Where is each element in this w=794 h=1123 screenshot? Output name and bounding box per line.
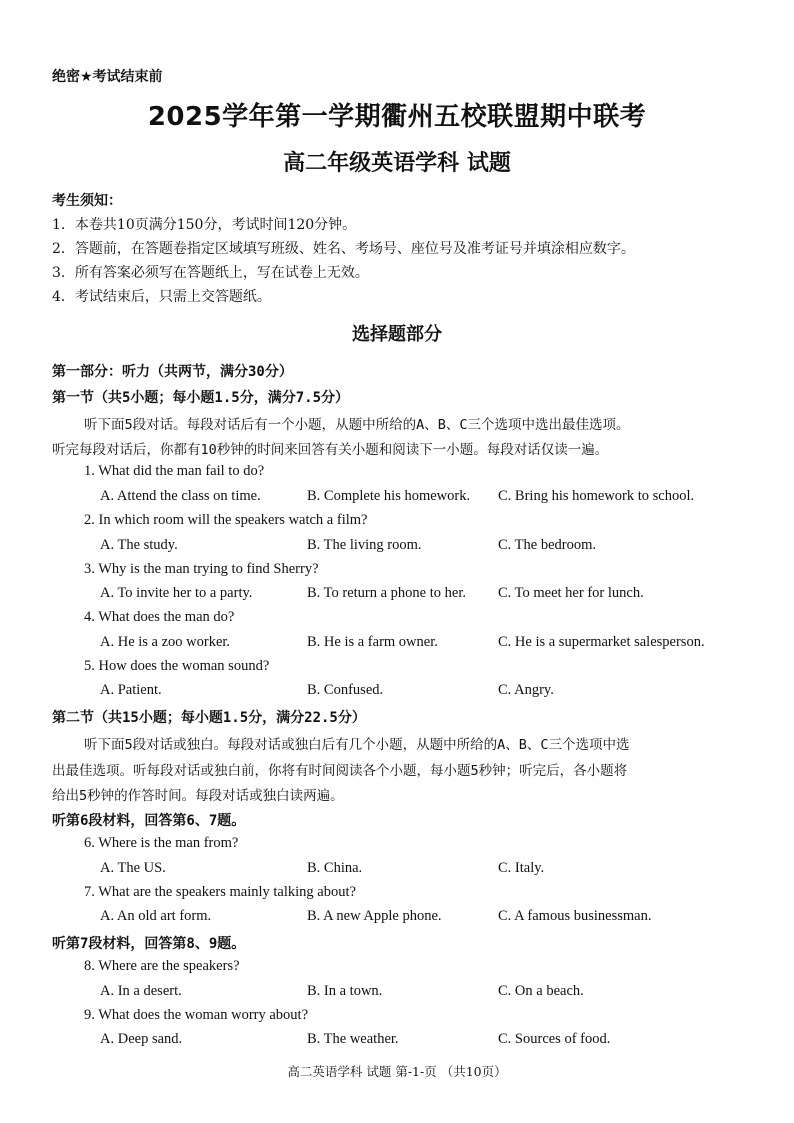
- option-c: C. Sources of food.: [498, 1031, 611, 1047]
- option-c: C. The bedroom.: [498, 537, 596, 553]
- material-7-heading: 听第7段材料，回答第8、9题。: [52, 936, 246, 952]
- option-b: B. China.: [307, 860, 363, 876]
- option-b: B. A new Apple phone.: [307, 908, 442, 924]
- question-3: 3. Why is the man trying to find Sherry?: [84, 561, 319, 577]
- page-footer: 高二英语学科 试题 第-1-页 （共10页）: [287, 1064, 507, 1079]
- option-a: A. He is a zoo worker.: [100, 634, 231, 650]
- part1-heading: 第一部分：听力（共两节，满分30分）: [52, 364, 293, 380]
- notice-item: 1．本卷共10页满分150分，考试时间120分钟。: [52, 217, 357, 233]
- notice-item: 4．考试结束后，只需上交答题纸。: [52, 289, 271, 305]
- option-c: C. A famous businessman.: [498, 908, 652, 924]
- option-b: B. Confused.: [307, 682, 384, 698]
- notice-heading: 考生须知：: [52, 193, 122, 209]
- question-2: 2. In which room will the speakers watch a film?: [84, 512, 368, 528]
- option-c: C. On a beach.: [498, 983, 584, 999]
- option-b: B. In a town.: [307, 983, 383, 999]
- question-4: 4. What does the man do?: [84, 609, 235, 625]
- section1-instruction: 听下面5段对话。每段对话后有一个小题，从题中所给的A、B、C三个选项中选出最佳选项。: [84, 417, 630, 433]
- confidential-label: 绝密★考试结束前: [52, 69, 163, 85]
- section2-heading: 第二节（共15小题；每小题1.5分，满分22.5分）: [52, 710, 366, 726]
- question-6: 6. Where is the man from?: [84, 835, 239, 851]
- option-a: A. To invite her to a party.: [100, 585, 253, 601]
- option-a: A. Patient.: [100, 682, 162, 698]
- notice-item: 2．答题前，在答题卷指定区域填写班级、姓名、考场号、座位号及准考证号并填涂相应数字。: [52, 241, 635, 257]
- material-6-heading: 听第6段材料，回答第6、7题。: [52, 813, 246, 829]
- option-b: B. To return a phone to her.: [307, 585, 466, 601]
- section-title: 选择题部分: [352, 324, 442, 345]
- option-a: A. An old art form.: [100, 908, 212, 924]
- option-a: A. The US.: [100, 860, 166, 876]
- option-a: A. Deep sand.: [100, 1031, 183, 1047]
- option-a: A. In a desert.: [100, 983, 182, 999]
- section2-instruction: 出最佳选项。听每段对话或独白前，你将有时间阅读各个小题，每小题5秒钟；听完后，各小题将: [52, 763, 628, 779]
- section2-instruction: 给出5秒钟的作答时间。每段对话或独白读两遍。: [52, 788, 344, 804]
- option-b: B. The weather.: [307, 1031, 399, 1047]
- option-c: C. Bring his homework to school.: [498, 488, 695, 504]
- section1-heading: 第一节（共5小题；每小题1.5分，满分7.5分）: [52, 390, 349, 406]
- question-7: 7. What are the speakers mainly talking about?: [84, 884, 356, 900]
- option-c: C. To meet her for lunch.: [498, 585, 644, 601]
- exam-title: 2025学年第一学期衢州五校联盟期中联考: [147, 102, 647, 132]
- notice-item: 3．所有答案必须写在答题纸上，写在试卷上无效。: [52, 265, 369, 281]
- question-5: 5. How does the woman sound?: [84, 658, 270, 674]
- option-b: B. The living room.: [307, 537, 422, 553]
- section1-instruction: 听完每段对话后，你都有10秒钟的时间来回答有关小题和阅读下一小题。每段对话仅读一遍。: [52, 442, 609, 458]
- option-c: C. He is a supermarket salesperson.: [498, 634, 705, 650]
- section2-instruction: 听下面5段对话或独白。每段对话或独白后有几个小题，从题中所给的A、B、C三个选项中选: [84, 737, 630, 753]
- exam-subtitle: 高二年级英语学科 试题: [283, 151, 511, 176]
- question-1: 1. What did the man fail to do?: [84, 463, 265, 479]
- option-a: A. Attend the class on time.: [100, 488, 261, 504]
- option-a: A. The study.: [100, 537, 178, 553]
- option-c: C. Italy.: [498, 860, 545, 876]
- option-b: B. Complete his homework.: [307, 488, 471, 504]
- question-8: 8. Where are the speakers?: [84, 958, 240, 974]
- option-b: B. He is a farm owner.: [307, 634, 438, 650]
- option-c: C. Angry.: [498, 682, 554, 698]
- question-9: 9. What does the woman worry about?: [84, 1007, 309, 1023]
